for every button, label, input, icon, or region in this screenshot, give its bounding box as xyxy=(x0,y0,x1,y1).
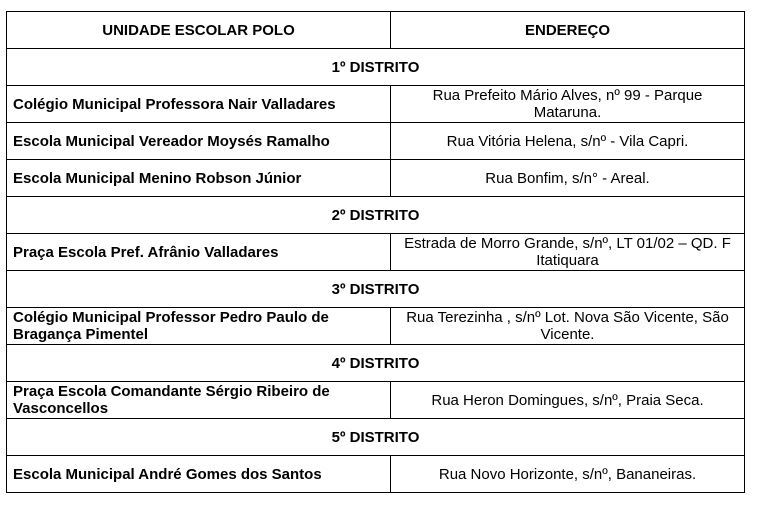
school-name: Colégio Municipal Professora Nair Valladares xyxy=(7,86,391,123)
school-name: Escola Municipal Menino Robson Júnior xyxy=(7,160,391,197)
school-address: Estrada de Morro Grande, s/nº, LT 01/02 – QD. F Itatiquara xyxy=(391,234,745,271)
school-address: Rua Prefeito Mário Alves, nº 99 - Parque Mataruna. xyxy=(391,86,745,123)
school-address: Rua Terezinha , s/nº Lot. Nova São Vicente, São Vicente. xyxy=(391,308,745,345)
district-title: 2º DISTRITO xyxy=(7,197,745,234)
table-row xyxy=(7,160,745,197)
district-row xyxy=(7,49,745,86)
district-title: 5º DISTRITO xyxy=(7,419,745,456)
table-header-row xyxy=(7,12,745,49)
district-title: 4º DISTRITO xyxy=(7,345,745,382)
schools-table xyxy=(6,11,745,493)
school-name: Escola Municipal Vereador Moysés Ramalho xyxy=(7,123,391,160)
school-name: Escola Municipal André Gomes dos Santos xyxy=(7,456,391,493)
district-row xyxy=(7,345,745,382)
school-address: Rua Bonfim, s/n° - Areal. xyxy=(391,160,745,197)
school-name: Praça Escola Comandante Sérgio Ribeiro de Vasconcellos xyxy=(7,382,391,419)
table-row xyxy=(7,123,745,160)
school-address: Rua Novo Horizonte, s/nº, Bananeiras. xyxy=(391,456,745,493)
table-row xyxy=(7,382,745,419)
district-row xyxy=(7,271,745,308)
table-row xyxy=(7,86,745,123)
school-address: Rua Vitória Helena, s/nº - Vila Capri. xyxy=(391,123,745,160)
district-row xyxy=(7,419,745,456)
district-row xyxy=(7,197,745,234)
table-row xyxy=(7,234,745,271)
district-title: 3º DISTRITO xyxy=(7,271,745,308)
school-name: Colégio Municipal Professor Pedro Paulo de Bragança Pimentel xyxy=(7,308,391,345)
header-school: UNIDADE ESCOLAR POLO xyxy=(7,12,391,49)
school-name: Praça Escola Pref. Afrânio Valladares xyxy=(7,234,391,271)
table-row xyxy=(7,308,745,345)
header-address: ENDEREÇO xyxy=(391,12,745,49)
table-row xyxy=(7,456,745,493)
school-address: Rua Heron Domingues, s/nº, Praia Seca. xyxy=(391,382,745,419)
district-title: 1º DISTRITO xyxy=(7,49,745,86)
